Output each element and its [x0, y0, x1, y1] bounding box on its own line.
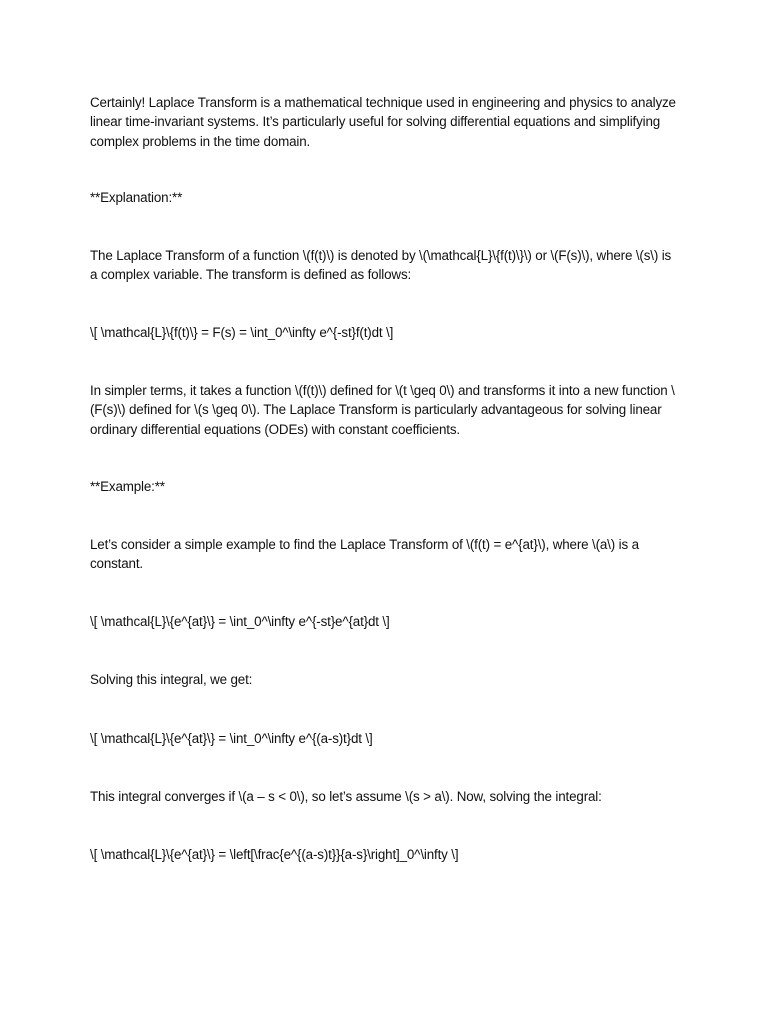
text-line: **Explanation:** [90, 190, 183, 205]
text-line: constant. [90, 556, 143, 572]
text-line: complex problems in the time domain. [90, 133, 311, 149]
equation-example [90, 612, 690, 631]
simpler-terms-paragraph [90, 381, 690, 439]
text-line: (F(s)\) defined for \(s \geq 0\). The Laplace Transform is particularly advantageous for solving linear [90, 402, 662, 418]
text-line: The Laplace Transform of a function \(f(t)\) is denoted by \(\mathcal{L}\{f(t)\}\) or \(F(s)\), where \(s\) is [90, 248, 672, 263]
equation-definition [90, 323, 690, 342]
explanation-heading [90, 188, 690, 207]
text-line: Certainly! Laplace Transform is a mathematical technique used in engineering and physics to analyze [90, 95, 676, 110]
equation-evaluated [90, 845, 690, 864]
equation-line: \[ \mathcal{L}\{e^{at}\} = \left[\frac{e^{(a-s)t}}{a-s}\right]_0^\infty \] [90, 847, 459, 862]
definition-paragraph [90, 246, 690, 285]
text-line: Let’s consider a simple example to find the Laplace Transform of \(f(t) = e^{at}\), where \(a\) is a [90, 537, 639, 552]
text-line: **Example:** [90, 479, 165, 494]
intro-paragraph [90, 93, 690, 151]
text-line: ordinary differential equations (ODEs) with constant coefficients. [90, 421, 460, 437]
equation-line: \[ \mathcal{L}\{f(t)\} = F(s) = \int_0^\infty e^{-st}f(t)dt \] [90, 325, 394, 340]
text-line: In simpler terms, it takes a function \(f(t)\) defined for \(t \geq 0\) and transforms it into a new function \ [90, 383, 675, 398]
equation-line: \[ \mathcal{L}\{e^{at}\} = \int_0^\infty e^{-st}e^{at}dt \] [90, 614, 390, 629]
text-line: This integral converges if \(a – s < 0\), so let’s assume \(s > a\). Now, solving the integral: [90, 789, 602, 804]
example-paragraph [90, 535, 690, 574]
equation-combined [90, 729, 690, 748]
text-line: linear time-invariant systems. It’s particularly useful for solving differential equations and simplifying [90, 114, 661, 130]
solving-paragraph [90, 670, 690, 689]
example-heading [90, 477, 690, 496]
convergence-paragraph [90, 787, 690, 806]
text-line: Solving this integral, we get: [90, 672, 253, 687]
text-line: a complex variable. The transform is defined as follows: [90, 267, 412, 283]
equation-line: \[ \mathcal{L}\{e^{at}\} = \int_0^\infty e^{(a-s)t}dt \] [90, 731, 373, 746]
